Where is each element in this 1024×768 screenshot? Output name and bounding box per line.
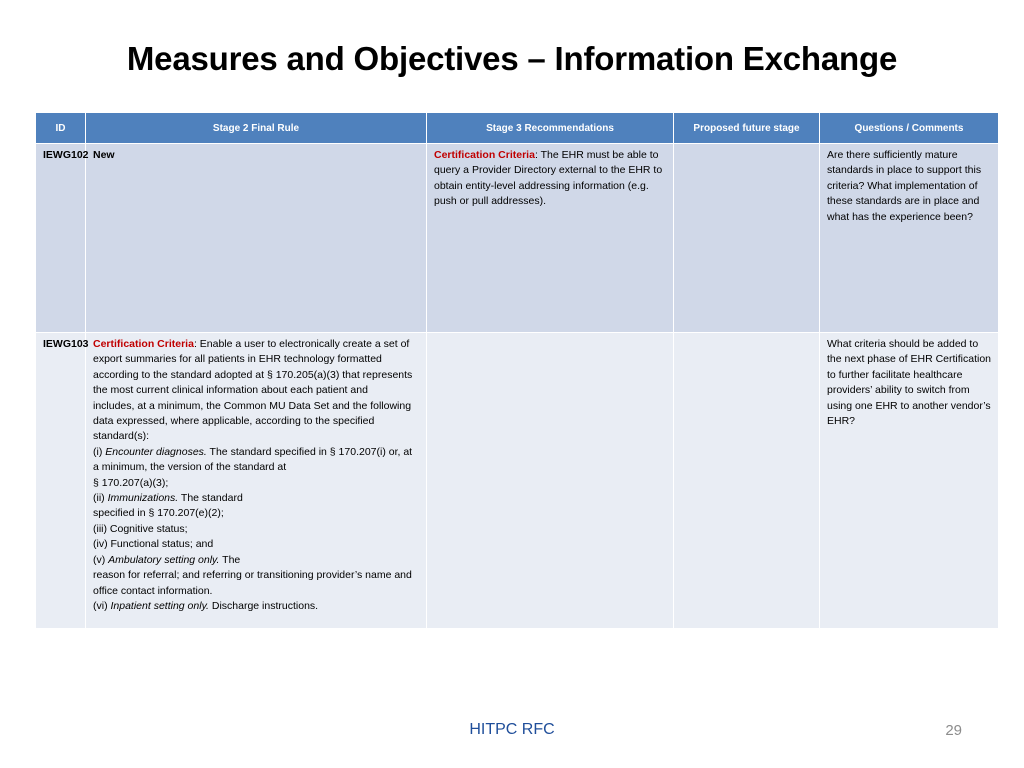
table-header-row	[36, 113, 999, 144]
item-italic: Inpatient setting only.	[110, 599, 209, 612]
item-number: (v)	[93, 553, 109, 566]
criteria-item	[93, 553, 420, 568]
stage3-cell	[427, 333, 674, 629]
criteria-item	[93, 537, 420, 552]
criteria-item	[93, 522, 420, 537]
stage2-cell	[86, 144, 427, 333]
item-text: specified in § 170.207(e)(2);	[93, 507, 224, 520]
item-italic: Ambulatory setting only.	[108, 553, 220, 566]
stage3-cell	[427, 144, 674, 333]
item-text: The	[219, 553, 241, 566]
table-row	[36, 333, 999, 629]
item-text: Functional status; and	[110, 538, 214, 551]
measures-table	[35, 112, 999, 629]
item-italic: Immunizations.	[107, 492, 179, 505]
stage2-cell	[86, 333, 427, 629]
column-header-comments: Questions / Comments	[820, 113, 999, 144]
item-italic: Encounter diagnoses.	[105, 445, 207, 458]
future-stage-cell	[674, 144, 820, 333]
criteria-item	[93, 568, 420, 599]
item-number: (vi)	[93, 599, 111, 612]
item-text: reason for referral; and referring or transitioning provider’s name and office contact information.	[93, 569, 412, 597]
row-id: IEWG103	[36, 333, 86, 629]
criteria-item	[93, 491, 420, 506]
criteria-item	[93, 445, 420, 476]
item-text: The standard	[178, 492, 243, 505]
row-id: IEWG102	[36, 144, 86, 333]
stage2-intro	[93, 337, 420, 399]
item-text: § 170.207(a)(3);	[93, 476, 169, 489]
certification-criteria-label: Certification Criteria	[93, 338, 194, 350]
criteria-item	[93, 599, 420, 614]
certification-criteria-label: Certification Criteria	[434, 149, 535, 161]
criteria-item	[93, 476, 420, 491]
criteria-item	[93, 506, 420, 521]
item-number: (ii)	[93, 492, 108, 505]
table-row	[36, 144, 999, 333]
item-number: (iii)	[93, 522, 110, 535]
stage3-text: : The EHR must be able to query a Provider Directory external to the EHR to obtain entity-level addressing information (e.g. push or pull addresses).	[434, 149, 663, 208]
slide-title: Measures and Objectives – Information Exchange	[126, 40, 898, 77]
item-text: Cognitive status;	[109, 522, 188, 535]
item-number: (iv)	[93, 538, 111, 551]
page-number: 29	[945, 722, 962, 739]
column-header-stage3: Stage 3 Recommendations	[427, 113, 674, 144]
future-stage-cell	[674, 333, 820, 629]
comments-cell: Are there sufficiently mature standards in place to support this criteria? What implementation of these standards are in place and what has the experience been?	[820, 144, 999, 333]
stage2-intro-continued: includes, at a minimum, the Common MU Data Set and the following data expressed, where applicable, according to the specified standard(s):	[93, 399, 412, 443]
column-header-stage2: Stage 2 Final Rule	[86, 113, 427, 144]
item-text: The standard specified in § 170.207(i) or, at a minimum, the version of the standard at	[93, 445, 413, 474]
column-header-id: ID	[36, 113, 86, 144]
item-text: Discharge instructions.	[208, 599, 319, 612]
comments-cell: What criteria should be added to the next phase of EHR Certification to further facilitate healthcare providers’ ability to switch from using one EHR to another vendor’s EHR?	[820, 333, 999, 629]
item-number: (i)	[93, 445, 106, 458]
footer-text: HITPC RFC	[469, 721, 555, 738]
stage2-intro-text: : Enable a user to electronically create a set of export summaries for all patients in EHR technology formatted according to the standard adopted at § 170.205(a)(3) that represents the most current clinical information about each patient and	[93, 338, 413, 397]
stage2-text: New	[93, 149, 115, 161]
column-header-future-stage: Proposed future stage	[674, 113, 820, 144]
